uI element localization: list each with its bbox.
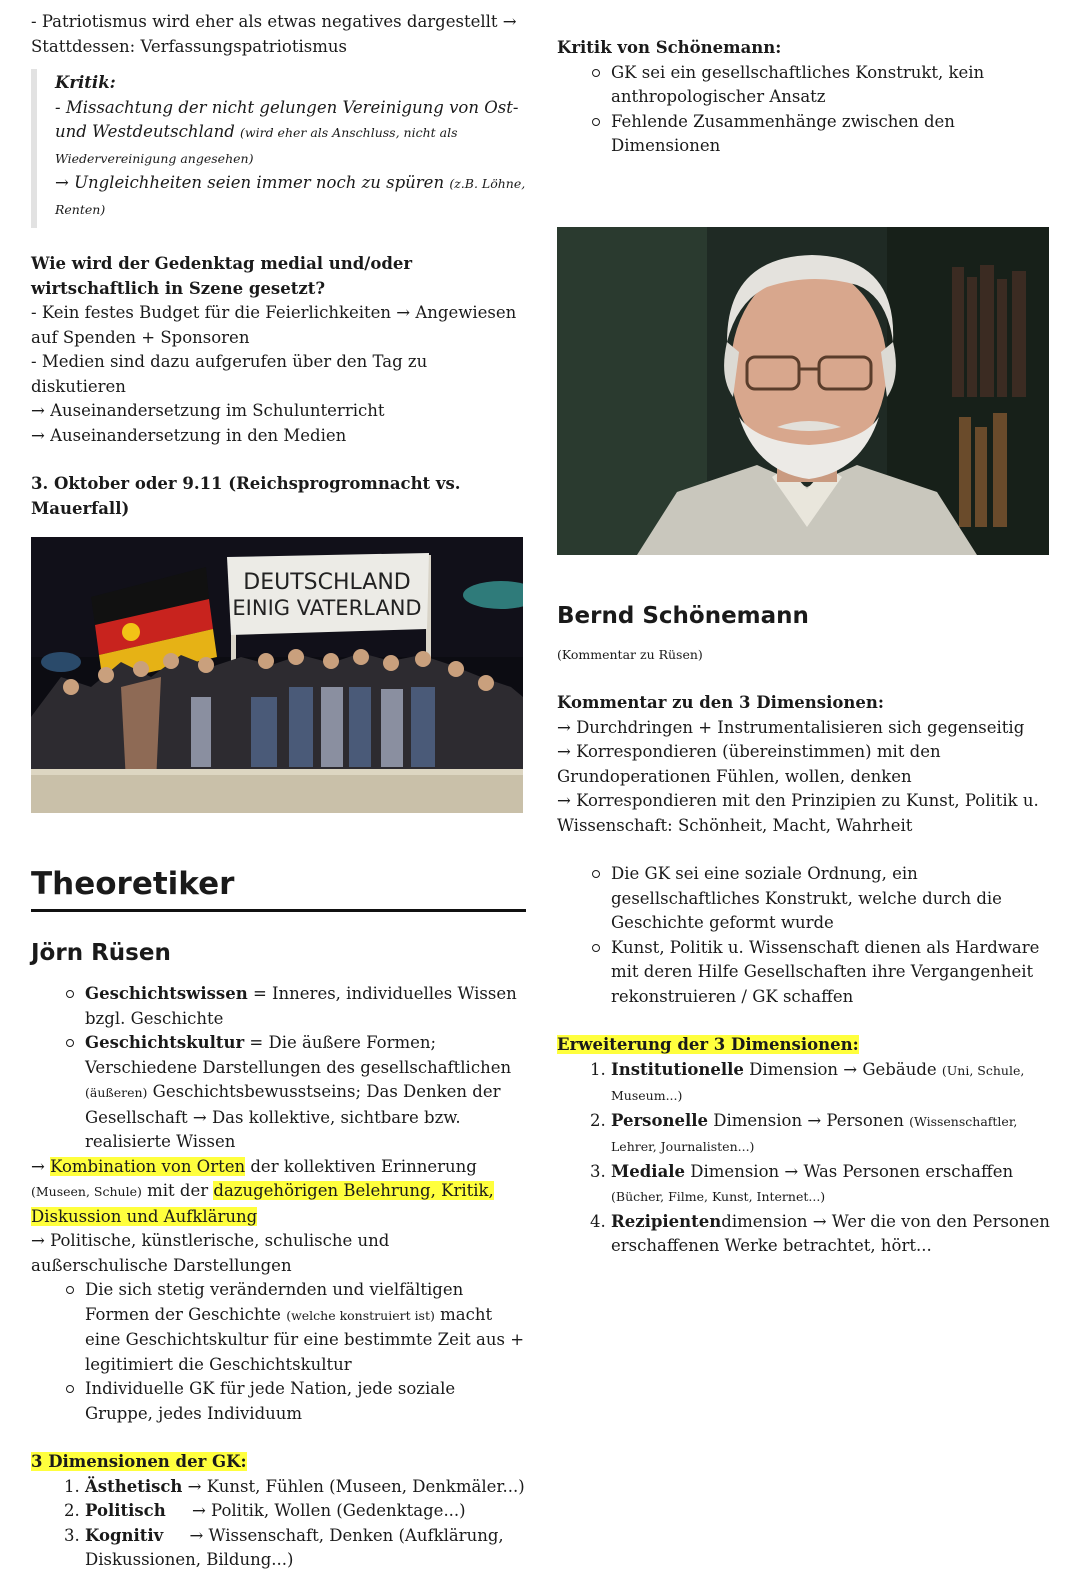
kritik-note-2: (z.B. Löhne, Renten) [55,176,526,217]
kommentar-heading: Kommentar zu den 3 Dimensionen: [557,693,884,712]
list-item: 1. Ästhetisch → Kunst, Fühlen (Museen, Denkmäler...) [85,1475,526,1500]
banner-text-2: EINIG VATERLAND [232,596,422,620]
kritik-title: Kritik: [55,73,116,92]
list-item: Kunst, Politik u. Wissenschaft dienen als Hardware mit deren Hilfe Gesellschaften ihre Vergangenheit rekonstruieren / GK schaffen [611,936,1052,1010]
kritik-quote [31,69,526,228]
list-item: Die sich stetig verändernden und vielfältigen Formen der Geschichte (welche konstruiert ist) macht eine Geschichtskultur für eine bestimmte Zeit aus + legitimiert die Geschichtskultur [85,1278,526,1377]
list-item: 3. Kognitiv → Wissenschaft, Denken (Aufklärung, Diskussionen, Bildung...) [85,1524,526,1573]
erweiterung-heading: Erweiterung der 3 Dimensionen: [557,1035,859,1054]
kritik-note-1: (wird eher als Anschluss, nicht als Wiedervereinigung angesehen) [55,125,458,166]
list-item: 1. Institutionelle Dimension → Gebäude (Uni, Schule, Museum...) [611,1058,1052,1109]
ruesen-definitions [31,982,526,1155]
intro-line-2: Stattdessen: Verfassungspatriotismus [31,36,347,56]
ruesen-combination: → Kombination von Orten der kollektiven Erinnerung (Museen, Schule) mit der dazugehörigen Belehrung, Kritik, Diskussion und Aufklärung [31,1156,494,1226]
medial-line-3: → Auseinandersetzung im Schulunterricht [31,401,385,420]
left-column [31,10,526,1573]
dims-heading: 3 Dimensionen der GK: [31,1452,247,1471]
erweiterung-list [557,1058,1052,1259]
schoenemann-subtitle: (Kommentar zu Rüsen) [557,646,703,662]
list-item: 4. Rezipientendimension → Wer die von den Personen erschaffenen Werke betrachtet, hört... [611,1210,1052,1259]
schoenemann-heading: Bernd Schönemann [557,602,809,629]
ruesen-heading: Jörn Rüsen [31,940,171,966]
list-item: Geschichtswissen = Inneres, individuelles Wissen bzgl. Geschichte [85,982,526,1031]
list-item: 2. Personelle Dimension → Personen (Wissenschaftler, Lehrer, Journalisten...) [611,1109,1052,1160]
mauerfall-photo [31,537,523,813]
list-item: Fehlende Zusammenhänge zwischen den Dimensionen [611,110,1052,159]
schoenemann-portrait [557,227,1049,555]
list-item: GK sei ein gesellschaftliches Konstrukt, kein anthropologischer Ansatz [611,61,1052,110]
kommentar-line-2: → Korrespondieren (übereinstimmen) mit den Grundoperationen Fühlen, wollen, denken [557,742,941,786]
theoretiker-heading: Theoretiker [31,865,526,912]
medial-line-4: → Auseinandersetzung in den Medien [31,425,347,445]
schoenemann-bullets [557,862,1052,1009]
list-item: 2. Politisch → Politik, Wollen (Gedenktage...) [85,1499,526,1524]
kritik-schoenemann-list [557,61,1052,159]
medial-question: Wie wird der Gedenktag medial und/oder wirtschaftlich in Szene gesetzt? [31,254,413,298]
right-column [557,36,1052,1259]
list-item: Die GK sei eine soziale Ordnung, ein gesellschaftliches Konstrukt, welche durch die Geschichte geformt wurde [611,862,1052,936]
kommentar-line-3: → Korrespondieren mit den Prinzipien zu Kunst, Politik u. Wissenschaft: Schönheit, Macht, Wahrheit [557,791,1039,835]
list-item: 3. Mediale Dimension → Was Personen erschaffen (Bücher, Filme, Kunst, Internet...) [611,1160,1052,1210]
intro-line-1: - Patriotismus wird eher als etwas negatives dargestellt → [31,12,517,31]
medial-line-1: - Kein festes Budget für die Feierlichkeiten → Angewiesen auf Spenden + Sponsoren [31,303,517,347]
kritik-line-2: → Ungleichheiten seien immer noch zu spüren (z.B. Löhne, Renten) [55,173,526,217]
kritik-line-1: - Missachtung der nicht gelungen Vereinigung von Ost- und Westdeutschland (wird eher als Anschluss, nicht als Wiedervereinigung angesehen) [55,97,519,166]
oktober-heading: 3. Oktober oder 9.11 (Reichsprogromnacht vs. Mauerfall) [31,474,461,518]
kritik-schoenemann-heading: Kritik von Schönemann: [557,38,782,57]
ruesen-forms [31,1278,526,1426]
kommentar-line-1: → Durchdringen + Instrumentalisieren sich gegenseitig [557,717,1025,737]
list-item: Individuelle GK für jede Nation, jede soziale Gruppe, jedes Individuum [85,1377,526,1426]
medial-line-2: - Medien sind dazu aufgerufen über den Tag zu diskutieren [31,352,428,396]
list-item: Geschichtskultur = Die äußere Formen; Verschiedene Darstellungen des gesellschaftlichen (äußeren) Geschichtsbewusstseins; Das Denken der Gesellschaft → Das kollektive, sichtbare bzw. realisierte Wissen [85,1031,526,1155]
banner-text-1: DEUTSCHLAND [243,570,411,595]
dims-list [31,1475,526,1573]
ruesen-political: → Politische, künstlerische, schulische und außerschulische Darstellungen [31,1231,390,1275]
